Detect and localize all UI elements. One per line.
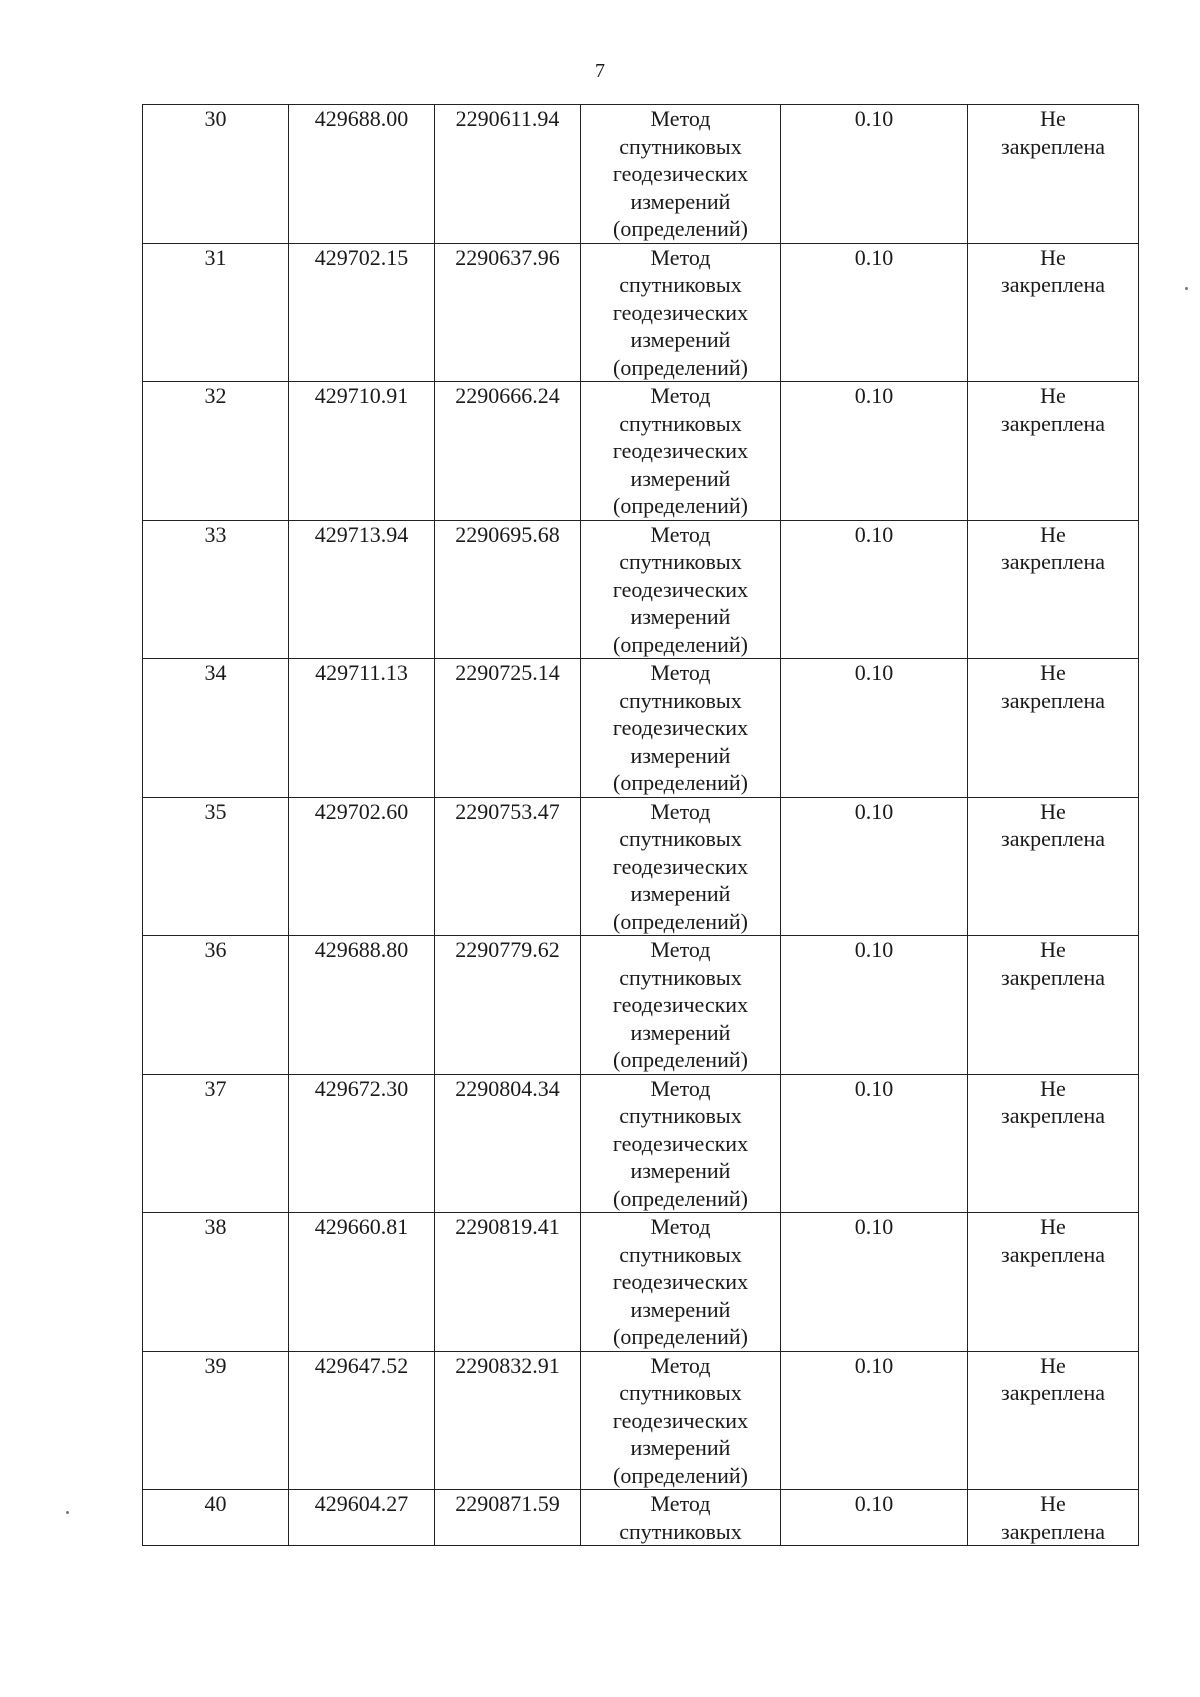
method-line: Метод — [650, 1491, 711, 1516]
method-line: измерений — [630, 465, 731, 491]
method-line: спутниковых — [619, 272, 742, 297]
status-line: закреплена — [1001, 133, 1105, 159]
status-line: Не — [1040, 244, 1066, 270]
status-line: закреплена — [1001, 1380, 1105, 1405]
scan-speck — [66, 1511, 69, 1514]
status-line: закреплена — [1001, 1241, 1105, 1267]
method-cell — [581, 659, 781, 798]
status-line: закреплена — [1001, 272, 1105, 297]
point-number-cell: 33 — [143, 520, 289, 659]
status-line: Не — [1040, 660, 1066, 685]
method-line: Метод — [650, 937, 711, 962]
fixing-status-cell — [968, 382, 1139, 521]
method-line: геодезических — [612, 1269, 749, 1294]
method-line: измерений — [630, 881, 731, 906]
status-line: закреплена — [1001, 826, 1105, 851]
x-coordinate-cell: 429647.52 — [289, 1351, 435, 1490]
method-cell — [581, 1351, 781, 1490]
method-line: (определений) — [613, 1324, 748, 1349]
method-cell — [581, 105, 781, 244]
method-line: геодезических — [612, 1130, 749, 1156]
x-coordinate-cell: 429710.91 — [289, 382, 435, 521]
point-number-cell: 39 — [143, 1351, 289, 1490]
accuracy-cell: 0.10 — [781, 520, 968, 659]
fixing-status-cell — [968, 936, 1139, 1075]
point-number-cell: 36 — [143, 936, 289, 1075]
fixing-status-cell — [968, 797, 1139, 936]
table-row — [143, 1351, 1139, 1490]
accuracy-cell: 0.10 — [781, 797, 968, 936]
method-line: геодезических — [612, 299, 749, 325]
method-line: геодезических — [612, 853, 749, 879]
x-coordinate-cell: 429688.80 — [289, 936, 435, 1075]
table-row — [143, 1074, 1139, 1213]
method-line: спутниковых — [619, 410, 742, 436]
point-number-cell: 32 — [143, 382, 289, 521]
method-cell — [581, 520, 781, 659]
point-number-cell: 38 — [143, 1213, 289, 1352]
method-line: (определений) — [613, 631, 748, 657]
x-coordinate-cell: 429660.81 — [289, 1213, 435, 1352]
method-cell — [581, 1074, 781, 1213]
method-line: (определений) — [613, 908, 748, 934]
y-coordinate-cell: 2290611.94 — [435, 105, 581, 244]
method-line: геодезических — [612, 438, 749, 463]
fixing-status-cell — [968, 1074, 1139, 1213]
table-row — [143, 520, 1139, 659]
status-line: закреплена — [1001, 549, 1105, 574]
accuracy-cell: 0.10 — [781, 1490, 968, 1546]
method-line: Метод — [650, 1075, 711, 1101]
method-line: (определений) — [613, 216, 748, 241]
method-cell — [581, 1490, 781, 1546]
status-line: Не — [1040, 798, 1066, 824]
method-line: Метод — [650, 521, 711, 547]
method-line: измерений — [630, 604, 731, 629]
accuracy-cell: 0.10 — [781, 1074, 968, 1213]
point-number-cell: 40 — [143, 1490, 289, 1546]
method-line: (определений) — [613, 493, 748, 518]
table-row — [143, 936, 1139, 1075]
method-line: Метод — [650, 1352, 711, 1378]
status-line: Не — [1040, 937, 1066, 962]
method-line: измерений — [630, 1019, 731, 1045]
accuracy-cell: 0.10 — [781, 936, 968, 1075]
method-line: Метод — [650, 383, 711, 408]
method-line: спутниковых — [619, 133, 742, 159]
scan-speck — [1185, 287, 1188, 290]
method-line: (определений) — [613, 354, 748, 380]
accuracy-cell: 0.10 — [781, 243, 968, 382]
method-cell — [581, 936, 781, 1075]
y-coordinate-cell: 2290695.68 — [435, 520, 581, 659]
method-line: (определений) — [613, 770, 748, 795]
accuracy-cell: 0.10 — [781, 1351, 968, 1490]
point-number-cell: 30 — [143, 105, 289, 244]
method-cell — [581, 382, 781, 521]
method-line: Метод — [650, 244, 711, 270]
y-coordinate-cell: 2290804.34 — [435, 1074, 581, 1213]
y-coordinate-cell: 2290725.14 — [435, 659, 581, 798]
fixing-status-cell — [968, 105, 1139, 244]
coordinates-table-body — [143, 105, 1139, 1546]
point-number-cell: 35 — [143, 797, 289, 936]
y-coordinate-cell: 2290871.59 — [435, 1490, 581, 1546]
y-coordinate-cell: 2290819.41 — [435, 1213, 581, 1352]
table-row — [143, 382, 1139, 521]
accuracy-cell: 0.10 — [781, 1213, 968, 1352]
method-line: спутниковых — [619, 1241, 742, 1267]
status-line: закреплена — [1001, 410, 1105, 436]
status-line: закреплена — [1001, 1518, 1105, 1544]
method-line: спутниковых — [619, 826, 742, 851]
x-coordinate-cell: 429711.13 — [289, 659, 435, 798]
method-line: спутниковых — [619, 687, 742, 713]
table-row — [143, 243, 1139, 382]
method-cell — [581, 1213, 781, 1352]
status-line: Не — [1040, 1491, 1066, 1516]
status-line: Не — [1040, 1352, 1066, 1378]
point-number-cell: 34 — [143, 659, 289, 798]
y-coordinate-cell: 2290666.24 — [435, 382, 581, 521]
table-row — [143, 1213, 1139, 1352]
x-coordinate-cell: 429713.94 — [289, 520, 435, 659]
method-line: спутниковых — [619, 1518, 742, 1544]
y-coordinate-cell: 2290753.47 — [435, 797, 581, 936]
fixing-status-cell — [968, 1490, 1139, 1546]
coordinates-table — [142, 104, 1139, 1546]
fixing-status-cell — [968, 1351, 1139, 1490]
status-line: закреплена — [1001, 1103, 1105, 1128]
method-line: измерений — [630, 1296, 731, 1322]
fixing-status-cell — [968, 1213, 1139, 1352]
method-line: (определений) — [613, 1462, 748, 1488]
method-line: спутниковых — [619, 964, 742, 990]
y-coordinate-cell: 2290637.96 — [435, 243, 581, 382]
status-line: Не — [1040, 383, 1066, 408]
point-number-cell: 31 — [143, 243, 289, 382]
status-line: закреплена — [1001, 687, 1105, 713]
method-line: измерений — [630, 742, 731, 768]
accuracy-cell: 0.10 — [781, 382, 968, 521]
accuracy-cell: 0.10 — [781, 105, 968, 244]
method-line: (определений) — [613, 1185, 748, 1211]
method-line: геодезических — [612, 1407, 749, 1433]
method-line: геодезических — [612, 161, 749, 186]
method-line: спутниковых — [619, 1380, 742, 1405]
method-line: измерений — [630, 1158, 731, 1183]
method-line: измерений — [630, 327, 731, 352]
method-line: геодезических — [612, 576, 749, 602]
fixing-status-cell — [968, 243, 1139, 382]
table-row — [143, 105, 1139, 244]
table-row — [143, 1490, 1139, 1546]
method-cell — [581, 797, 781, 936]
method-cell — [581, 243, 781, 382]
method-line: Метод — [650, 660, 711, 685]
method-line: Метод — [650, 798, 711, 824]
method-line: измерений — [630, 1435, 731, 1460]
status-line: Не — [1040, 1214, 1066, 1239]
x-coordinate-cell: 429688.00 — [289, 105, 435, 244]
y-coordinate-cell: 2290779.62 — [435, 936, 581, 1075]
method-line: спутниковых — [619, 549, 742, 574]
y-coordinate-cell: 2290832.91 — [435, 1351, 581, 1490]
method-line: Метод — [650, 106, 711, 131]
fixing-status-cell — [968, 659, 1139, 798]
x-coordinate-cell: 429672.30 — [289, 1074, 435, 1213]
point-number-cell: 37 — [143, 1074, 289, 1213]
method-line: Метод — [650, 1214, 711, 1239]
status-line: закреплена — [1001, 964, 1105, 990]
method-line: геодезических — [612, 715, 749, 740]
status-line: Не — [1040, 106, 1066, 131]
x-coordinate-cell: 429702.60 — [289, 797, 435, 936]
status-line: Не — [1040, 1075, 1066, 1101]
table-row — [143, 659, 1139, 798]
table-row — [143, 797, 1139, 936]
method-line: спутниковых — [619, 1103, 742, 1128]
method-line: (определений) — [613, 1047, 748, 1072]
method-line: геодезических — [612, 992, 749, 1017]
page-number: 7 — [595, 60, 605, 82]
method-line: измерений — [630, 188, 731, 214]
x-coordinate-cell: 429604.27 — [289, 1490, 435, 1546]
x-coordinate-cell: 429702.15 — [289, 243, 435, 382]
status-line: Не — [1040, 521, 1066, 547]
accuracy-cell: 0.10 — [781, 659, 968, 798]
fixing-status-cell — [968, 520, 1139, 659]
